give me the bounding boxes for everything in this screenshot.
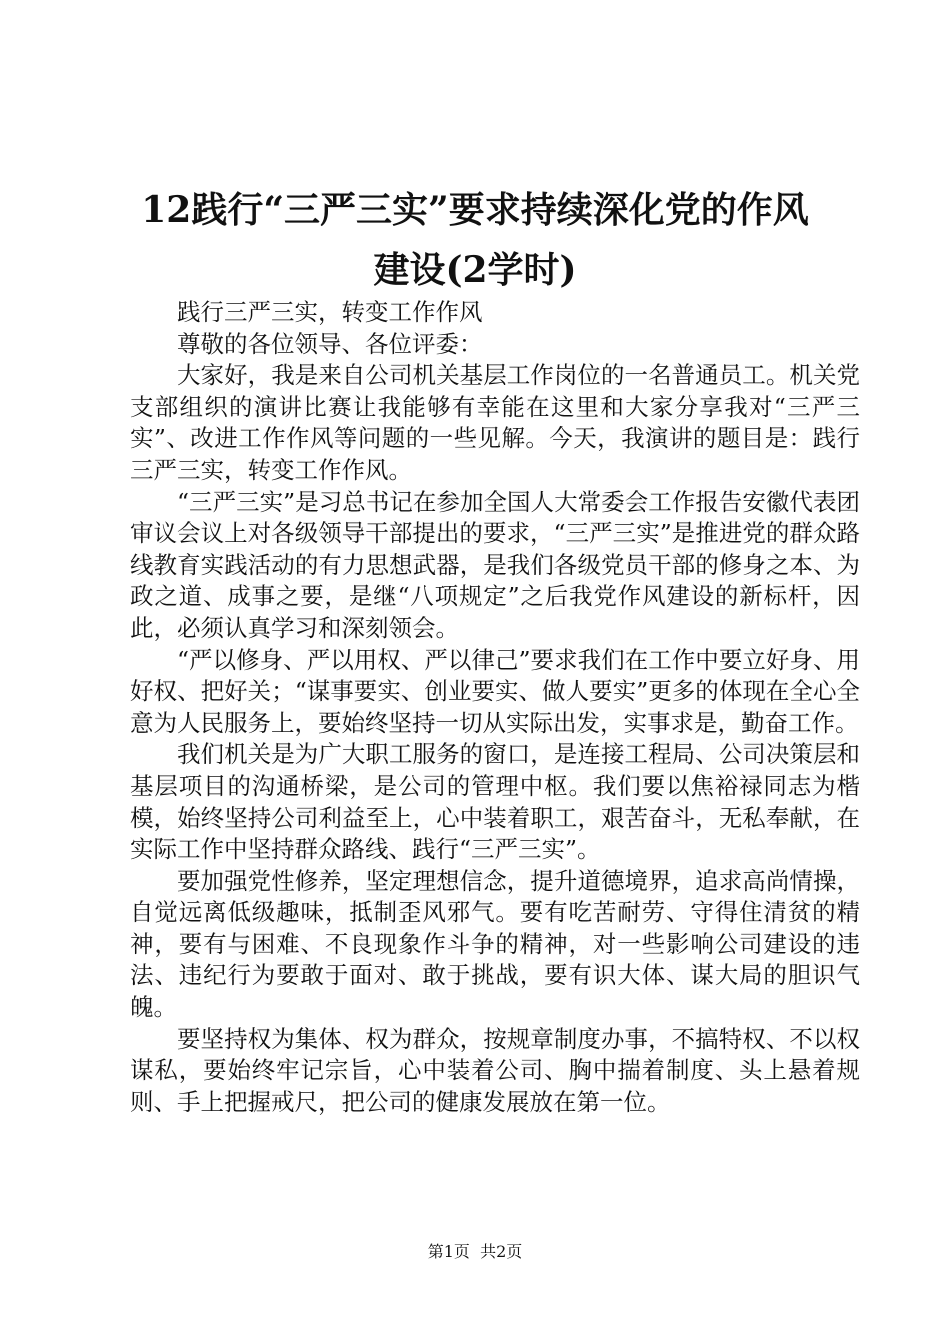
page-footer: 第1页 共2页	[427, 1242, 523, 1261]
body-paragraph: “严以修身、严以用权、严以律己”要求我们在工作中要立好身、用好权、把好关；“谋事要实、创业要实、做人要实”更多的体现在全心全意为人民服务上，要始终坚持一切从实际出发，实事求是，勤奋工作。	[130, 645, 860, 737]
salutation: 尊敬的各位领导、各位评委：	[177, 329, 483, 358]
document-title-line-1: 12践行“三严三实”要求持续深化党的作风	[141, 189, 809, 231]
body-paragraph: 大家好，我是来自公司机关基层工作岗位的一名普通员工。机关党支部组织的演讲比赛让我能够有幸能在这里和大家分享我对“三严三实”、改进工作作风等问题的一些见解。今天，我演讲的题目是：践行三严三实，转变工作作风。	[130, 361, 860, 484]
speech-title: 践行三严三实，转变工作作风	[177, 298, 483, 326]
document-title-line-2: 建设(2学时)	[373, 249, 577, 291]
body-paragraph: 要坚持权为集体、权为群众，按规章制度办事，不搞特权、不以权谋私，要始终牢记宗旨，心中装着公司、胸中揣着制度、头上悬着规则、手上把握戒尺，把公司的健康发展放在第一位。	[130, 1024, 860, 1116]
body-paragraph: “三严三实”是习总书记在参加全国人大常委会工作报告安徽代表团审议会议上对各级领导干部提出的要求，“三严三实”是推进党的群众路线教育实践活动的有力思想武器，是我们各级党员干部的修身之本、为政之道、成事之要，是继“八项规定”之后我党作风建设的新标杆，因此，必须认真学习和深刻领会。	[130, 487, 860, 642]
document-body	[130, 297, 860, 1118]
body-paragraph: 我们机关是为广大职工服务的窗口，是连接工程局、公司决策层和基层项目的沟通桥梁，是公司的管理中枢。我们要以焦裕禄同志为楷模，始终坚持公司利益至上，心中装着职工，艰苦奋斗，无私奉献，在实际工作中坚持群众路线、践行“三严三实”。	[130, 740, 860, 864]
body-paragraph: 要加强党性修养，坚定理想信念，提升道德境界，追求高尚情操，自觉远离低级趣味，抵制歪风邪气。要有吃苦耐劳、守得住清贫的精神，要有与困难、不良现象作斗争的精神，对一些影响公司建设的违法、违纪行为要敢于面对、敢于挑战，要有识大体、谋大局的胆识气魄。	[130, 866, 860, 1022]
